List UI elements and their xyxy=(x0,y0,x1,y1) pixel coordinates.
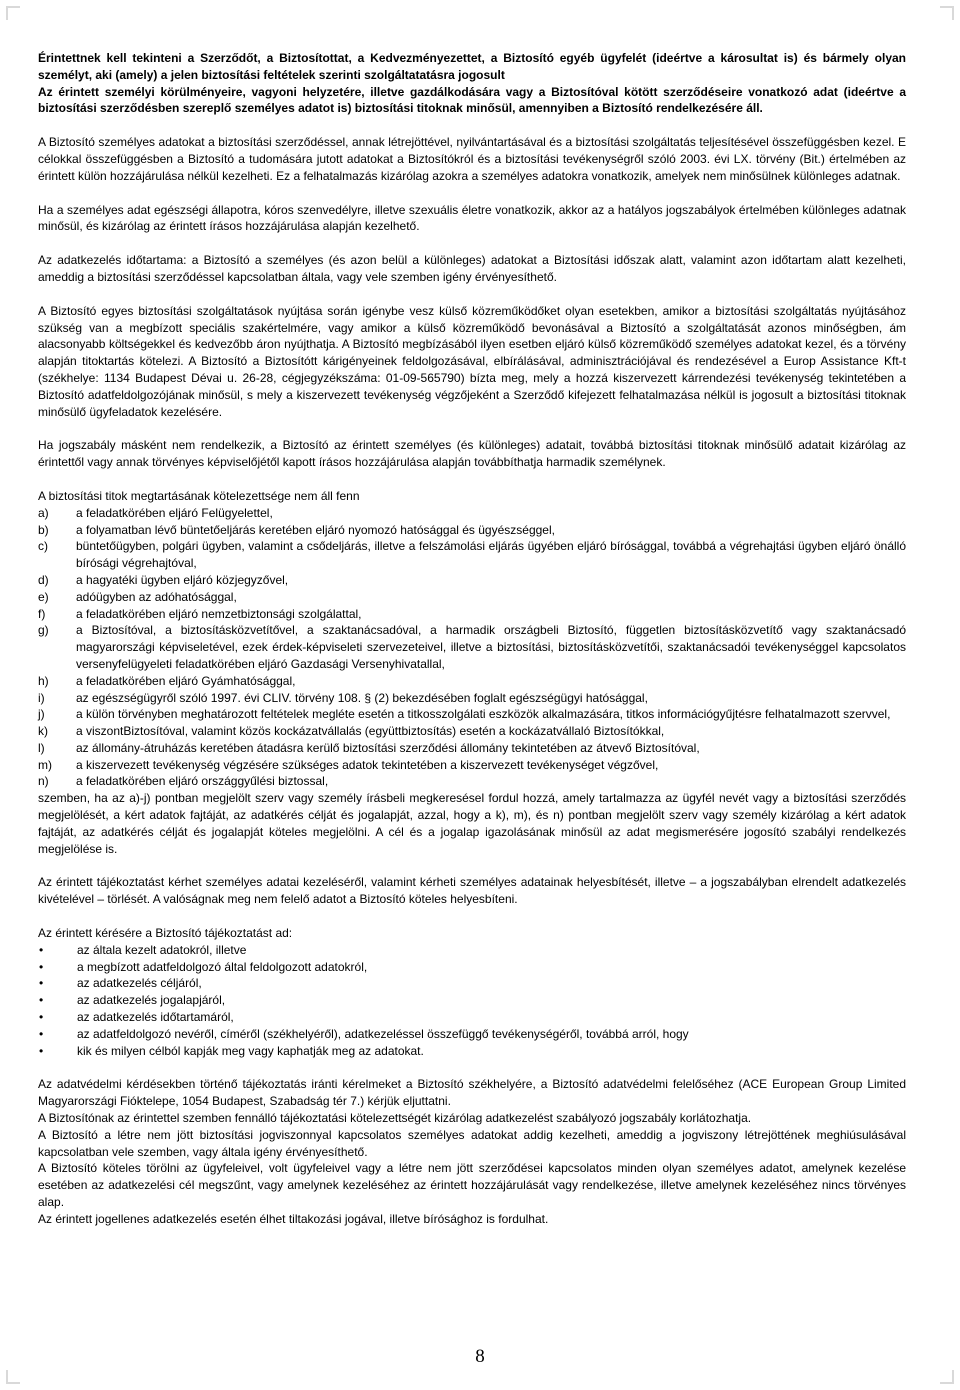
document-body xyxy=(38,50,906,1228)
list-item xyxy=(38,505,906,522)
list-item-label: d) xyxy=(38,572,49,587)
list-item-label: h) xyxy=(38,673,49,688)
corner-mark-top-left xyxy=(6,6,20,20)
list-item-text: az adatfeldolgozó nevéről, címéről (székhelyéről), adatkezeléssel összefüggő tevékenységéről, továbbá arról, hogy xyxy=(77,1026,689,1041)
list-item-text: a külön törvényben meghatározott feltételek megléte esetén a titkosszolgálati eszközök alkalmazására, titkos információgyűjtésre felhatalmazott szervvel, xyxy=(76,707,891,722)
list-item-text: adóügyben az adóhatósággal, xyxy=(76,589,237,604)
list-item-text: a Biztosítóval, a biztosításközvetítővel, a szaktanácsadóval, a harmadik országbeli Biztosító, független biztosításközvetítő vagy szaktanácsadó magyarországi képviseletével, ezek érdek-képviseleti szervezeteivel, illetve a biztosítási, biztosításközvetítői, szaktanácsadói tevékenységgel kapcsolatos versenyfelügyeleti feladatkörében eljáró Gazdasági Versenyhivatallal, xyxy=(76,623,906,671)
list-item-text: az általa kezelt adatokról, illetve xyxy=(77,942,247,957)
list-item xyxy=(38,706,906,723)
list-item-text: a hagyatéki ügyben eljáró közjegyzővel, xyxy=(76,572,289,587)
list-item-label: j) xyxy=(38,707,45,722)
list-item-text: a feladatkörében eljáró Felügyelettel, xyxy=(76,505,273,520)
bullet-icon: • xyxy=(39,1010,44,1025)
list-item xyxy=(38,522,906,539)
paragraph-limitation: A Biztosítónak az érintettel szemben fennálló tájékoztatási kötelezettségét kizárólag adatkezelést szabályozó jogszabály korlátozhatja. xyxy=(38,1111,752,1126)
list-item-label: a) xyxy=(38,505,49,520)
list-item xyxy=(38,975,906,992)
list-item-label: k) xyxy=(38,724,48,739)
list-item xyxy=(38,959,906,976)
list-item-text: büntetőügyben, polgári ügyben, valamint a csődeljárás, illetve a felszámolási eljárás ügyében eljáró bírósággal, továbbá a végrehajtási ügyben eljáró önálló bírósági végrehajtóval, xyxy=(76,539,906,571)
list-item-text: a megbízott adatfeldolgozó által feldolgozott adatokról, xyxy=(77,959,368,974)
list-item-text: a feladatkörében eljáró országgyűlési biztossal, xyxy=(76,774,329,789)
paragraph-deletion: A Biztosító köteles törölni az ügyfeleivel, volt ügyfeleivel vagy a létre nem jött szerződései kapcsolatos minden olyan személyes adatot, amelynek kezelése esetében az adatkezelési cél megszűnt, vagy amelynek kezeléséhez az érintett hozzájárulását vagy rendelkezése, illetve amelynek kezeléséhez nincs törvényes alap. xyxy=(38,1161,906,1210)
corner-mark-bottom-left xyxy=(6,1370,20,1384)
list-item-label: l) xyxy=(38,740,45,755)
paragraph-special-data: Ha a személyes adat egészségi állapotra, kóros szenvedélyre, illetve szexuális életre vonatkozik, akkor az a hatályos jogszabályok értelmében különleges adatnak minősül, és kizárólag az érintett írásos hozzájárulása alapján kezelhető. xyxy=(38,202,906,234)
list-item-text: a feladatkörében eljáró Gyámhatósággal, xyxy=(76,673,296,688)
exceptions-list xyxy=(38,505,906,791)
paragraph-data-processing: A Biztosító személyes adatokat a biztosítási szerződéssel, annak létrejöttével, nyilvántartásával és a biztosítási szolgáltatás teljesítésével összefüggésben kezel. E célokkal összefüggésben a Biztosító a tudomására jutott adatokat a Biztosítókról és a biztosítási tevékenységről szóló 2003. évi LX. törvény (Bit.) értelmében az érintett külön hozzájárulása nélkül kezelheti. Ez a felhatalmazás kizárólag azokra a személyes adatokra vonatkozik, amelyek nem minősülnek különleges adatnak. xyxy=(38,135,906,183)
list-item-label: c) xyxy=(38,539,48,554)
paragraph-failed-contract: A Biztosító a létre nem jött biztosítási jogviszonnyal kapcsolatos személyes adatokat addig kezelheti, ameddig a jogviszony létrejöttének meghiúsulásával kapcsolatban vele szemben, vagy általa igény érvényesíthető. xyxy=(38,1127,906,1159)
list-item xyxy=(38,740,906,757)
paragraph-retention-period: Az adatkezelés időtartama: a Biztosító a személyes (és azon belül a különleges) adatokat a Biztosítási időszak alatt, valamint azon időtartam alatt kezelheti, ameddig a biztosítási szerződéssel kapcsolatban általa, vagy vele szemben igény érvényesíthető. xyxy=(38,253,906,284)
corner-mark-top-right xyxy=(940,6,954,20)
list-item-label: f) xyxy=(38,606,46,621)
corner-mark-bottom-right xyxy=(940,1370,954,1384)
bullet-icon: • xyxy=(39,976,44,991)
list-item-text: az állomány-átruházás keretében átadásra kerülő biztosítási szerződési állomány tekintetében az átvevő Biztosítóval, xyxy=(76,740,700,755)
page-number: 8 xyxy=(475,1346,485,1367)
bullet-icon: • xyxy=(39,942,44,957)
intro-paragraph-2: Az érintett személyi körülményeire, vagyoni helyzetére, illetve gazdálkodására vagy a Biztosítóval kötött szerződéseire vonatkozó adat (ideértve a biztosítási szerződésben szereplő személyes adatot is) biztosítási titoknak minősül, amennyiben a Biztosító rendelkezésére áll. xyxy=(38,84,906,116)
rights-list xyxy=(38,942,906,1060)
list-item-text: az adatkezelés céljáról, xyxy=(77,976,202,991)
list-item xyxy=(38,992,906,1009)
bullet-icon: • xyxy=(39,1043,44,1058)
list-item-text: az egészségügyről szóló 1997. évi CLIV. törvény 108. § (2) bekezdésében foglalt egészségügyi hatósággal, xyxy=(76,690,648,705)
paragraph-external-contributors: A Biztosító egyes biztosítási szolgáltatások nyújtása során igénybe vesz külső közreműködőket olyan esetekben, amikor a biztosítási szolgáltatás nyújtásához szükség van a megbízott speciális szakértelmére, vagy amikor a külső közreműködő bevonásával a Biztosító a szolgáltatását azonos minőségben, ám alacsonyabb költségekkel és kedvezőbb áron nyújthatja. A Biztosító megbízásából ilyen esetben eljáró külső közreműködő személyes adatokat kezel, és a törvény alapján titoktartás kötelezi. A Biztosító a Biztosítótt kárigényeinek feldolgozásával, elbírálásával, adminisztrációjával és rendezésével a Europ Assistance Kft-t (székhelye: 1134 Budapest Dévai u. 26-28, cégjegyzékszáma: 01-09-565790) bízta meg, mely a hozzá kiszervezett kárrendezési tevékenység tekintetében a Biztosító adatfeldolgozójának minősül, s mely a kiszervezett tevékenység végzőjeként a Szerződő kifejezett felhatalmazása nélkül is jogosult a biztosítási titoknak minősülő ügyfeladatok kezelésére. xyxy=(38,303,906,419)
list-item-label: m) xyxy=(38,757,52,772)
exceptions-closing: szemben, ha az a)-j) pontban megjelölt szerv vagy személy írásbeli megkeresésel fordul hozzá, amely tartalmazza az ügyfél nevét vagy a biztosítási szerződés megjelölését, a kért adatok fajtáját, az adatkérés célját és jogalapját, azzal, hogy a k), m), és n) pontban megjelölt szerv vagy személy kizárólag a kért adatok fajtáját, az adatkérés célját és jogalapját köteles megjelölni. A cél és a jogalap igazolásának minősül az adat megismerésére jogosító szabályi rendelkezés megjelölése is. xyxy=(38,791,906,856)
paragraph-contact: Az adatvédelmi kérdésekben történő tájékoztatás iránti kérelmeket a Biztosító székhelyére, a Biztosító adatvédelmi felelőséhez (ACE European Group Limited Magyarországi Fióktelepe, 1054 Budapest, Szabadság tér 7.) kérjük eljuttatni. xyxy=(38,1077,906,1109)
paragraph-information-request: Az érintett tájékoztatást kérhet személyes adatai kezeléséről, valamint kérheti személyes adatainak helyesbítését, illetve – a jogszabályban elrendelt adatkezelés kivételével – törlését. A valóságnak meg nem felelő adatot a Biztosító köteles helyesbíteni. xyxy=(38,875,906,907)
list-item xyxy=(38,1009,906,1026)
list-item xyxy=(38,572,906,589)
list-item xyxy=(38,538,906,572)
list-item-label: e) xyxy=(38,589,49,604)
intro-paragraph-1: Érintettnek kell tekinteni a Szerződőt, a Biztosítottat, a Kedvezményezettet, a Biztosító egyéb ügyfelét (ideértve a károsultat is) és bármely olyan személyt, aki (amely) a jelen biztosítási feltételek szerinti szolgáltatatásra jogosult xyxy=(38,51,906,82)
list-item-text: kik és milyen célból kapják meg vagy kaphatják meg az adatokat. xyxy=(77,1043,424,1058)
list-item xyxy=(38,773,906,790)
paragraph-objection: Az érintett jogellenes adatkezelés esetén élhet tiltakozási jogával, illetve bírósághoz is fordulhat. xyxy=(38,1211,549,1226)
list-item-text: a folyamatban lévő büntetőeljárás keretében eljáró nyomozó hatósággal és ügyészséggel, xyxy=(76,522,555,537)
list-item xyxy=(38,589,906,606)
list-item xyxy=(38,606,906,623)
list-item-text: a feladatkörében eljáró nemzetbiztonsági szolgálattal, xyxy=(76,606,362,621)
list-item-label: n) xyxy=(38,774,49,789)
list-item xyxy=(38,723,906,740)
list-item xyxy=(38,622,906,672)
list-item-label: i) xyxy=(38,690,45,705)
exceptions-heading: A biztosítási titok megtartásának kötelezettsége nem áll fenn xyxy=(38,488,360,503)
list-item-text: a viszontBiztosítóval, valamint közös kockázatvállalás (együttbiztosítás) esetén a kockázatvállaló Biztosítókkal, xyxy=(76,724,665,739)
bullet-icon: • xyxy=(39,959,44,974)
list-item xyxy=(38,757,906,774)
list-item xyxy=(38,942,906,959)
list-item-text: az adatkezelés időtartamáról, xyxy=(77,1010,234,1025)
list-item xyxy=(38,690,906,707)
list-item-label: b) xyxy=(38,522,49,537)
rights-heading: Az érintett kérésére a Biztosító tájékoztatást ad: xyxy=(38,926,293,941)
list-item-label: g) xyxy=(38,623,49,638)
bullet-icon: • xyxy=(39,1026,44,1041)
paragraph-data-transfer: Ha jogszabály másként nem rendelkezik, a Biztosító az érintett személyes (és különleges) adatait, továbbá biztosítási titoknak minősülő adatait kizárólag az érintettől vagy annak törvényes képviselőjétől kapott írásos hozzájárulása alapján továbbíthatja harmadik személynek. xyxy=(38,438,906,470)
list-item xyxy=(38,673,906,690)
list-item-text: a kiszervezett tevékenység végzésére szükséges adatok tekintetében a kiszervezett tevékenységet végzővel, xyxy=(76,757,659,772)
list-item-text: az adatkezelés jogalapjáról, xyxy=(77,993,226,1008)
bullet-icon: • xyxy=(39,993,44,1008)
list-item xyxy=(38,1043,906,1060)
list-item xyxy=(38,1026,906,1043)
